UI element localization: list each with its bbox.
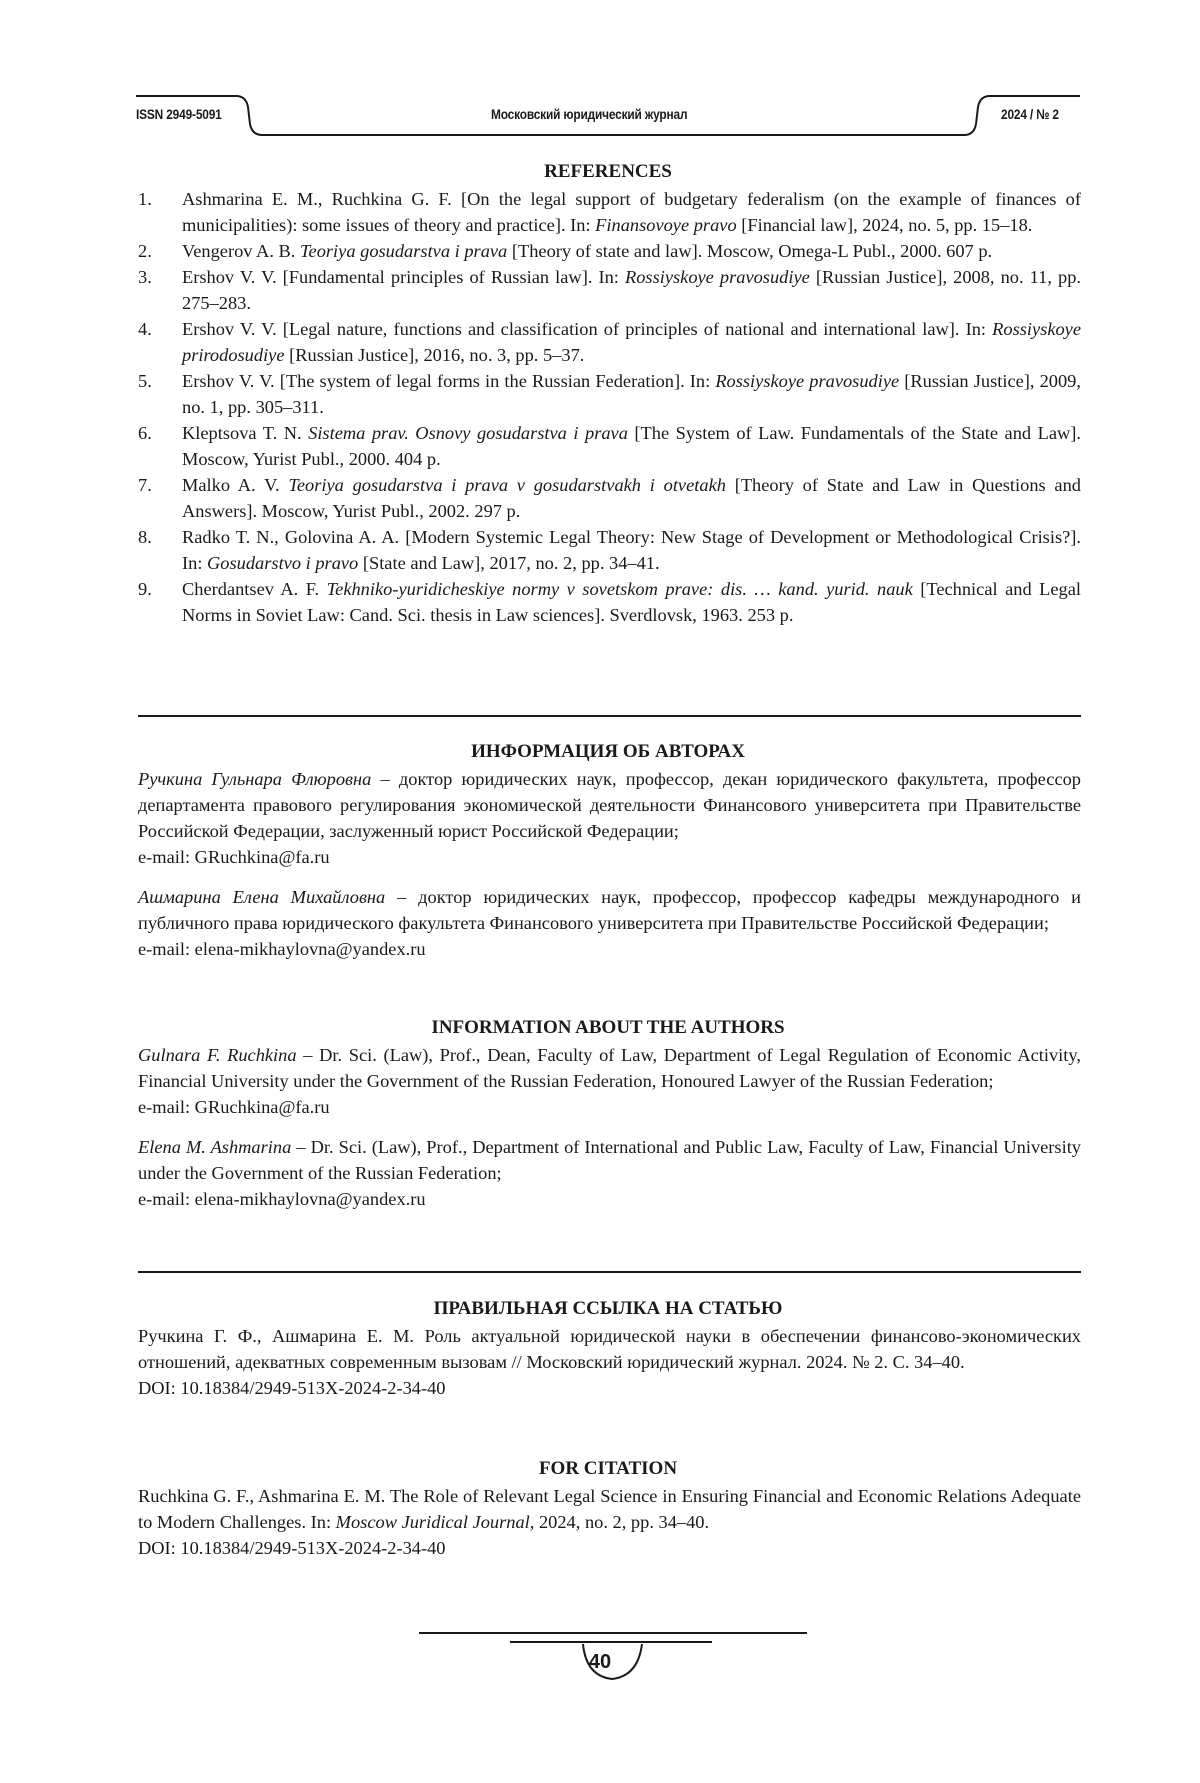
author-en-1-info: – Dr. Sci. (Law), Prof., Dean, Faculty of Law, Department of Legal Regulation of Economic Activity, Financial University under the Government of the Russian Federation, Honoured Lawyer of the Russian Federation; [138, 1045, 1081, 1091]
citation-en-authors-title: Ruchkina G. F., Ashmarina E. M. The Role of Relevant Legal Science in Ensuring Financial and Economic Relations Adequate to Modern Challenges. In: [138, 1486, 1081, 1532]
reference-number: 7. [138, 475, 152, 495]
section-divider [138, 1271, 1081, 1273]
reference-item [138, 472, 1081, 524]
reference-number: 3. [138, 267, 152, 287]
reference-source-title: Sistema prav. Osnovy gosudarstva i prava [308, 423, 628, 443]
reference-text: [Theory of state and law]. Moscow, Omega-L Publ., 2000. 607 p. [507, 241, 993, 261]
citation-en-text [138, 1483, 1081, 1535]
running-header [136, 91, 1080, 139]
reference-text: Kleptsova T. N. [182, 423, 309, 443]
reference-text: [Technical and Legal Norms in Soviet Law: Cand. Sci. thesis in Law sciences]. Sverdlovsk, 1963. 253 p. [182, 579, 1081, 625]
issue-label: 2024 / № 2 [1001, 106, 1059, 122]
citation-ru-block [138, 1323, 1081, 1401]
reference-text: Cherdantsev A. F. [182, 579, 327, 599]
reference-text: Malko A. V. [182, 475, 289, 495]
reference-item [138, 238, 1081, 264]
author-en-2-name: Elena M. Ashmarina [138, 1137, 292, 1157]
reference-text: Radko T. N., Golovina A. A. [Modern Systemic Legal Theory: New Stage of Development or Methodological Crisis?]. In: [182, 527, 1081, 573]
reference-number: 1. [138, 189, 152, 209]
page-number: 40 [588, 1651, 612, 1673]
reference-text: [Russian Justice], 2009, no. 1, pp. 305–311. [182, 371, 1081, 417]
reference-source-title: Gosudarstvo i pravo [207, 553, 359, 573]
authors-en-heading: INFORMATION ABOUT THE AUTHORS [431, 1017, 785, 1038]
author-en-2-email: e-mail: elena-mikhaylovna@yandex.ru [138, 1189, 426, 1209]
reference-number: 8. [138, 527, 152, 547]
reference-item [138, 524, 1081, 576]
reference-source-title: Finansovoye pravo [595, 215, 737, 235]
reference-item [138, 368, 1081, 420]
authors-ru-heading: ИНФОРМАЦИЯ ОБ АВТОРАХ [471, 741, 745, 762]
author-ru-2-email: e-mail: elena-mikhaylovna@yandex.ru [138, 939, 426, 959]
reference-text: Ashmarina E. M., Ruchkina G. F. [On the legal support of budgetary federalism (on the example of finances of municipalities): some issues of theory and practice]. In: [182, 189, 1081, 235]
reference-text: [Russian Justice], 2016, no. 3, pp. 5–37. [284, 345, 585, 365]
journal-title: Московский юридический журнал [491, 106, 688, 122]
author-ru-1-name: Ручкина Гульнара Флюровна [138, 769, 372, 789]
reference-source-title: Teoriya gosudarstva i prava [300, 241, 508, 261]
author-ru-2-info: – доктор юридических наук, профессор, профессор кафедры международного и публичного права юридического факультета Финансового университета при Правительстве Российской Федерации; [138, 887, 1081, 933]
reference-text: [Theory of State and Law in Questions and Answers]. Moscow, Yurist Publ., 2002. 297 p. [182, 475, 1081, 521]
citation-en-doi: DOI: 10.18384/2949-513X-2024-2-34-40 [138, 1538, 446, 1558]
authors-ru-block [138, 766, 1081, 962]
authors-en-block [138, 1042, 1081, 1212]
reference-number: 2. [138, 241, 152, 261]
reference-source-title: Tekhniko-yuridicheskiye normy v sovetskom prave: dis. … kand. yurid. nauk [326, 579, 913, 599]
issn-label: ISSN 2949-5091 [136, 106, 222, 122]
reference-item [138, 576, 1081, 628]
reference-item [138, 264, 1081, 316]
reference-text: [Russian Justice], 2008, no. 11, pp. 275–283. [182, 267, 1081, 313]
author-ru-1-info: – доктор юридических наук, профессор, декан юридического факультета, профессор департамента правового регулирования экономической деятельности Финансового университета при Правительстве Российской Федерации, заслуженный юрист Российской Федерации; [138, 769, 1082, 841]
page-footer [0, 1626, 1200, 1696]
reference-text: [Financial law], 2024, no. 5, pp. 15–18. [736, 215, 1033, 235]
reference-source-title: Rossiyskoye prirodosudiye [182, 319, 1081, 365]
reference-text: Ershov V. V. [Fundamental principles of Russian law]. In: [182, 267, 625, 287]
reference-text: [State and Law], 2017, no. 2, pp. 34–41. [358, 553, 660, 573]
citation-en-details: 2024, no. 2, pp. 34–40. [534, 1512, 710, 1532]
reference-text: Vengerov A. B. [182, 241, 300, 261]
reference-text: Ershov V. V. [The system of legal forms in the Russian Federation]. In: [182, 371, 716, 391]
reference-item [138, 420, 1081, 472]
reference-number: 4. [138, 319, 152, 339]
author-ru-1 [138, 766, 1081, 844]
reference-text: [The System of Law. Fundamentals of the State and Law]. Moscow, Yurist Publ., 2000. 404 p. [182, 423, 1081, 469]
author-en-1-email: e-mail: GRuchkina@fa.ru [138, 1097, 330, 1117]
reference-source-title: Teoriya gosudarstva i prava v gosudarstvakh i otvetakh [288, 475, 726, 495]
citation-en-block [138, 1483, 1081, 1561]
reference-number: 6. [138, 423, 152, 443]
section-divider [138, 715, 1081, 717]
references-list [138, 186, 1081, 628]
reference-item [138, 186, 1081, 238]
reference-item [138, 316, 1081, 368]
author-ru-1-email: e-mail: GRuchkina@fa.ru [138, 847, 330, 867]
reference-text: Ershov V. V. [Legal nature, functions and classification of principles of national and international law]. In: [182, 319, 993, 339]
author-en-1-name: Gulnara F. Ruchkina [138, 1045, 297, 1065]
citation-en-heading: FOR CITATION [538, 1458, 678, 1479]
author-en-2-info: – Dr. Sci. (Law), Prof., Department of International and Public Law, Faculty of Law, Financial University under the Government of the Russian Federation; [138, 1137, 1081, 1183]
author-ru-2-name: Ашмарина Елена Михайловна [138, 887, 386, 907]
reference-number: 9. [138, 579, 152, 599]
reference-source-title: Rossiyskoye pravosudiye [624, 267, 810, 287]
author-en-2 [138, 1134, 1081, 1186]
citation-ru-text: Ручкина Г. Ф., Ашмарина Е. М. Роль актуальной юридической науки в обеспечении финансово-экономических отношений, адекватных современным вызовам // Московский юридический журнал. 2024. № 2. С. 34–40. [138, 1326, 1081, 1372]
reference-number: 5. [138, 371, 152, 391]
references-heading: REFERENCES [544, 161, 672, 182]
author-en-1 [138, 1042, 1081, 1094]
citation-ru-heading: ПРАВИЛЬНАЯ ССЫЛКА НА СТАТЬЮ [433, 1298, 783, 1319]
reference-source-title: Rossiyskoye pravosudiye [715, 371, 900, 391]
citation-ru-doi: DOI: 10.18384/2949-513X-2024-2-34-40 [138, 1378, 446, 1398]
citation-en-journal: Moscow Juridical Journal, [335, 1512, 535, 1532]
author-ru-2 [138, 884, 1081, 936]
